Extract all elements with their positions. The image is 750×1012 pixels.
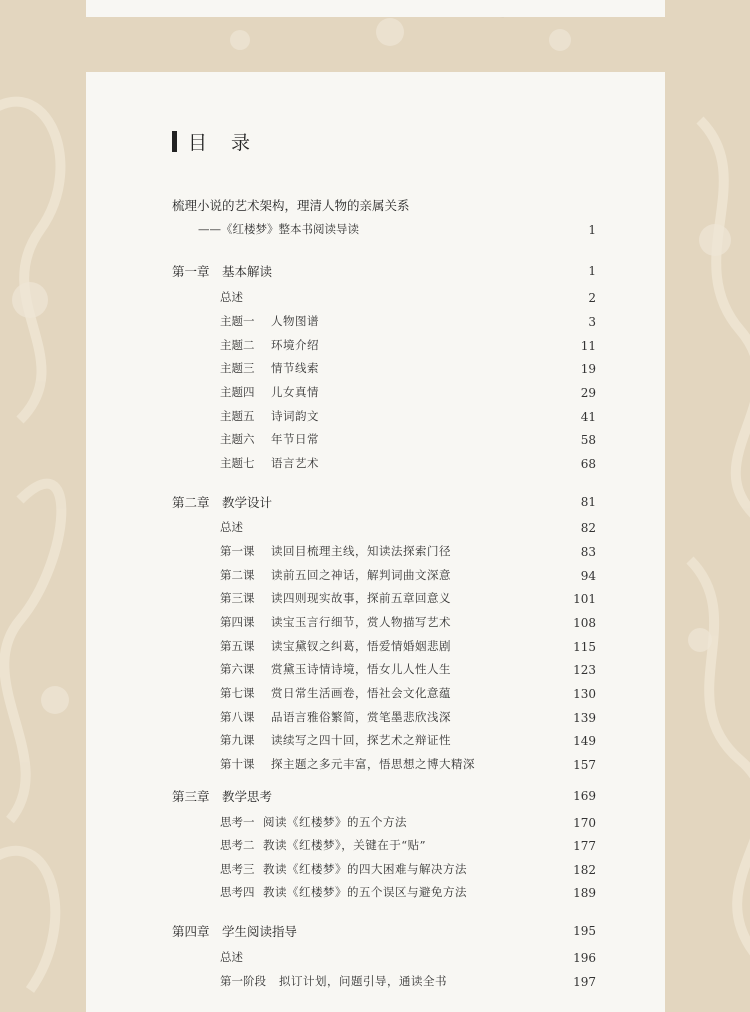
- item-label: 主题一: [220, 314, 255, 328]
- page-number: 115: [573, 640, 596, 654]
- item-label: 第三课: [220, 591, 255, 605]
- toc-item[interactable]: [86, 884, 596, 904]
- page-number: 3: [588, 315, 596, 329]
- page-number: 149: [573, 734, 596, 748]
- toc-item[interactable]: [86, 638, 596, 658]
- item-label: 主题四: [220, 385, 255, 399]
- page-number: 19: [580, 362, 596, 376]
- item-text: 读前五回之神话，解判词曲文深意: [271, 568, 451, 582]
- page-number: 41: [580, 410, 596, 424]
- toc-item[interactable]: [86, 408, 596, 428]
- toc-item[interactable]: [86, 543, 596, 563]
- toc-heading: [172, 128, 259, 155]
- item-text: 儿女真情: [271, 385, 319, 399]
- item-label: 第一课: [220, 544, 255, 558]
- item-label: 第一阶段: [220, 974, 266, 988]
- item-label: 总述: [220, 950, 243, 964]
- item-text: 赏日常生活画卷，悟社会文化意蕴: [271, 686, 451, 700]
- item-text: 品语言雅俗繁简，赏笔墨悲欣浅深: [271, 710, 451, 724]
- page-number: 182: [573, 863, 596, 877]
- item-label: 主题三: [220, 361, 255, 375]
- toc-item[interactable]: [86, 313, 596, 333]
- item-label: 第八课: [220, 710, 255, 724]
- page-number: 29: [580, 386, 596, 400]
- page-number: 58: [580, 433, 596, 447]
- toc-item[interactable]: [86, 973, 596, 993]
- item-label: 主题二: [220, 338, 255, 352]
- page-number: 94: [580, 569, 596, 583]
- page-number: 189: [573, 886, 596, 900]
- item-label: 思考三: [220, 862, 255, 876]
- toc-item[interactable]: [86, 519, 596, 539]
- item-label: 思考四: [220, 885, 255, 899]
- toc-item[interactable]: [86, 814, 596, 834]
- item-label: 思考一: [220, 815, 255, 829]
- page-number: 2: [588, 291, 596, 305]
- item-text: 年节日常: [271, 432, 319, 446]
- toc-item[interactable]: [86, 455, 596, 475]
- chapter-title: 基本解读: [222, 264, 273, 279]
- item-label: 第六课: [220, 662, 255, 676]
- item-text: 语言艺术: [271, 456, 319, 470]
- item-text: 读回目梳理主线，知读法探索门径: [271, 544, 451, 558]
- item-text: 读宝黛钗之纠葛，悟爱情婚姻悲剧: [271, 639, 451, 653]
- chapter-row[interactable]: [86, 493, 596, 513]
- item-label: 主题七: [220, 456, 255, 470]
- chapter-number: 第一章: [172, 264, 210, 279]
- page-number: 81: [580, 495, 596, 509]
- intro-subtitle: ——《红楼梦》整本书阅读导读: [198, 222, 359, 236]
- item-label: 第五课: [220, 639, 255, 653]
- toc-item[interactable]: [86, 661, 596, 681]
- page-number: 123: [573, 663, 596, 677]
- chapter-row[interactable]: [86, 262, 596, 282]
- toc-item[interactable]: [86, 685, 596, 705]
- item-label: 总述: [220, 520, 243, 534]
- item-text: 读续写之四十回，探艺术之辩证性: [271, 733, 451, 747]
- page-number: 82: [580, 521, 596, 535]
- item-text: 诗词韵文: [271, 409, 319, 423]
- item-label: 思考二: [220, 838, 255, 852]
- item-label: 主题五: [220, 409, 255, 423]
- item-text: 探主题之多元丰富，悟思想之博大精深: [271, 757, 475, 771]
- item-text: 人物图谱: [271, 314, 319, 328]
- previous-page-card: [86, 0, 665, 17]
- toc-intro-sub-row[interactable]: [86, 221, 596, 241]
- page-number: 170: [573, 816, 596, 830]
- item-label: 总述: [220, 290, 243, 304]
- chapter-title: 学生阅读指导: [222, 924, 298, 939]
- item-text: 读四则现实故事，探前五章回意义: [271, 591, 451, 605]
- heading-bar: [172, 131, 177, 152]
- item-text: 读宝玉言行细节，赏人物描写艺术: [271, 615, 451, 629]
- item-label: 第九课: [220, 733, 255, 747]
- page-number: 157: [573, 758, 596, 772]
- page-number: 1: [588, 264, 596, 278]
- item-text: 阅读《红楼梦》的五个方法: [263, 815, 407, 829]
- item-label: 第二课: [220, 568, 255, 582]
- toc-item[interactable]: [86, 861, 596, 881]
- toc-item[interactable]: [86, 567, 596, 587]
- toc-item[interactable]: [86, 384, 596, 404]
- toc-item[interactable]: [86, 431, 596, 451]
- toc-item[interactable]: [86, 614, 596, 634]
- item-text: 拟订计划，问题引导，通读全书: [279, 974, 447, 988]
- item-text: 教读《红楼梦》的五个误区与避免方法: [263, 885, 467, 899]
- page-number: 197: [573, 975, 596, 989]
- chapter-title: 教学思考: [222, 789, 273, 804]
- page-number: 83: [580, 545, 596, 559]
- item-text: 教读《红楼梦》，关键在于“贴”: [263, 838, 427, 852]
- chapter-row[interactable]: [86, 787, 596, 807]
- item-label: 第十课: [220, 757, 255, 771]
- page-number: 108: [573, 616, 596, 630]
- chapter-number: 第四章: [172, 924, 210, 939]
- toc-item[interactable]: [86, 837, 596, 857]
- chapter-number: 第三章: [172, 789, 210, 804]
- toc-item[interactable]: [86, 709, 596, 729]
- page-number: 139: [573, 711, 596, 725]
- toc-item[interactable]: [86, 756, 596, 776]
- chapter-row[interactable]: [86, 922, 596, 942]
- page-number: 1: [588, 223, 596, 237]
- page-number: 196: [573, 951, 596, 965]
- chapter-number: 第二章: [172, 495, 210, 510]
- page-number: 68: [580, 457, 596, 471]
- item-text: 情节线索: [271, 361, 319, 375]
- page-number: 169: [573, 789, 596, 803]
- toc-title: 目 录: [188, 132, 260, 154]
- chapter-title: 教学设计: [222, 495, 273, 510]
- toc-item[interactable]: [86, 337, 596, 357]
- page-number: 11: [580, 339, 596, 353]
- item-label: 第七课: [220, 686, 255, 700]
- page-number: 195: [573, 924, 596, 938]
- page-number: 177: [573, 839, 596, 853]
- page-number: 101: [573, 592, 596, 606]
- toc-item[interactable]: [86, 360, 596, 380]
- item-text: 环境介绍: [271, 338, 319, 352]
- toc-item[interactable]: [86, 590, 596, 610]
- page-number: 130: [573, 687, 596, 701]
- intro-title: 梳理小说的艺术架构，理清人物的亲属关系: [172, 198, 410, 213]
- toc-item[interactable]: [86, 289, 596, 309]
- item-label: 主题六: [220, 432, 255, 446]
- toc-item[interactable]: [86, 732, 596, 752]
- item-label: 第四课: [220, 615, 255, 629]
- item-text: 教读《红楼梦》的四大困难与解决方法: [263, 862, 467, 876]
- toc-item[interactable]: [86, 949, 596, 969]
- toc-intro-row[interactable]: [86, 196, 596, 216]
- item-text: 赏黛玉诗情诗境，悟女儿人性人生: [271, 662, 451, 676]
